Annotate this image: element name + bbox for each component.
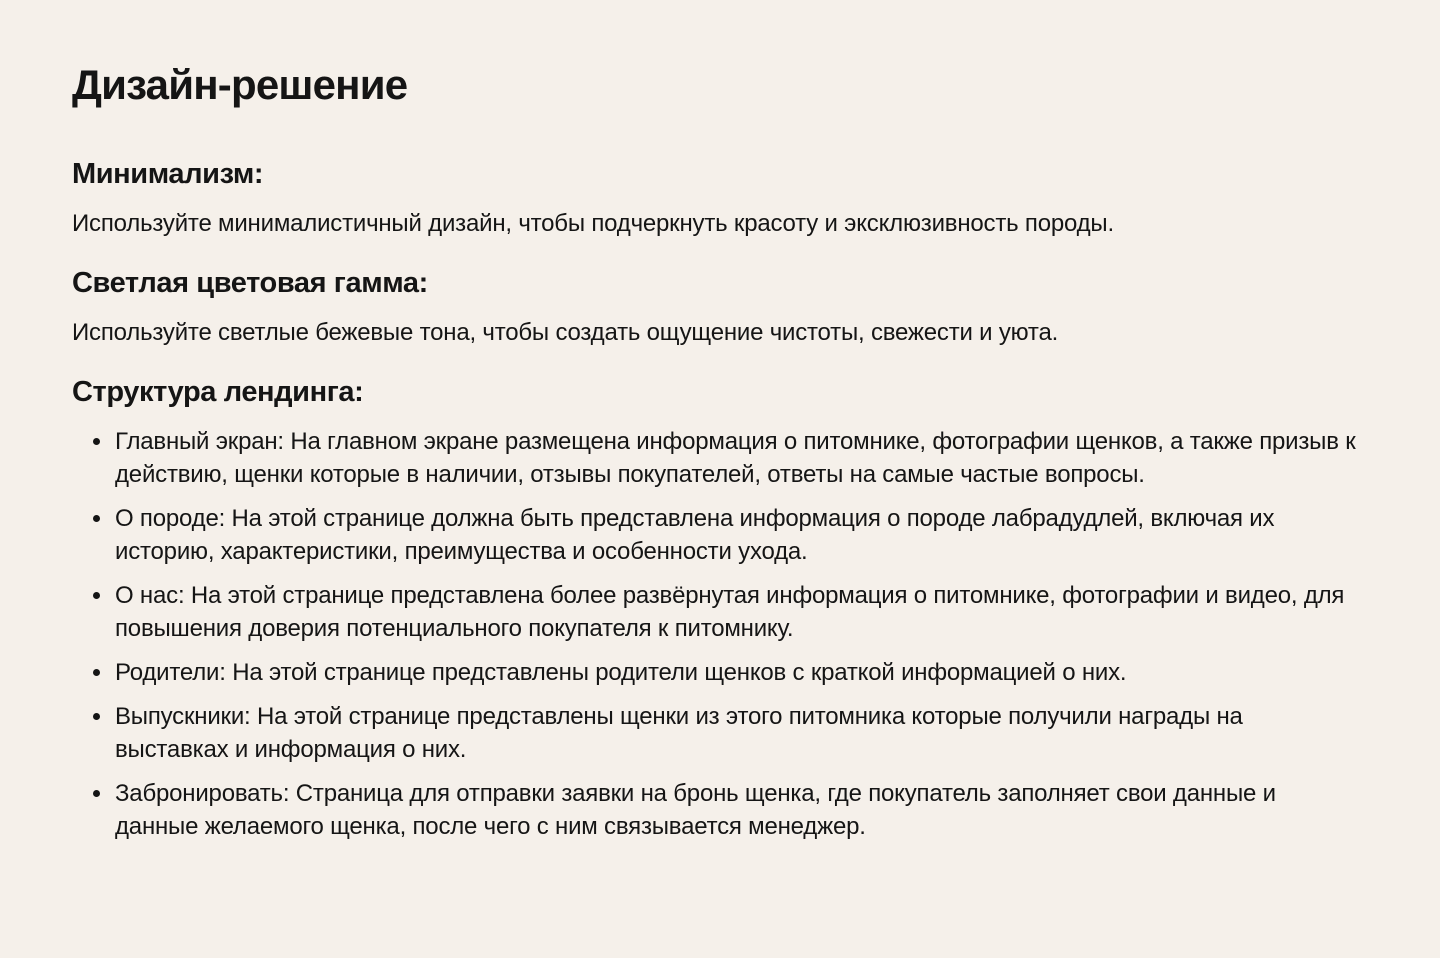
list-item-text: Родители: На этой странице представлены родители щенков с краткой информацией о них. bbox=[115, 659, 1127, 687]
bullet-icon bbox=[93, 592, 100, 599]
list-item-breed bbox=[72, 502, 1360, 568]
section-heading-landing-structure: Структура лендинга: bbox=[72, 376, 364, 409]
list-item-text: Главный экран: На главном экране размещена информация о питомнике, фотографии щенков, а также призыв к действию, щенки которые в наличии, отзывы покупателей, ответы на самые частые вопросы. bbox=[115, 428, 1356, 489]
list-item-parents bbox=[72, 656, 1360, 689]
list-item-text: О породе: На этой странице должна быть представлена информация о породе лабрадудлей, включая их историю, характеристики, преимущества и особенности ухода. bbox=[115, 505, 1275, 566]
section-paragraph-minimalism: Используйте минималистичный дизайн, чтобы подчеркнуть красоту и эксклюзивность породы. bbox=[72, 210, 1114, 238]
section-landing-structure bbox=[72, 374, 1360, 843]
list-item-text: Выпускники: На этой странице представлены щенки из этого питомника которые получили награды на выставках и информация о них. bbox=[115, 703, 1243, 764]
list-item-booking bbox=[72, 777, 1360, 843]
bullet-icon bbox=[93, 713, 100, 720]
list-item-text: Забронировать: Страница для отправки заявки на бронь щенка, где покупатель заполняет свои данные и данные желаемого щенка, после чего с ним связывается менеджер. bbox=[115, 780, 1276, 841]
section-heading-color-palette: Светлая цветовая гамма: bbox=[72, 267, 428, 300]
section-minimalism bbox=[72, 156, 1360, 241]
list-item-about-us bbox=[72, 579, 1360, 645]
page-title: Дизайн-решение bbox=[72, 61, 408, 108]
bullet-icon bbox=[93, 438, 100, 445]
bullet-icon bbox=[93, 515, 100, 522]
section-color-palette bbox=[72, 265, 1360, 350]
landing-structure-list bbox=[72, 425, 1360, 843]
bullet-icon bbox=[93, 790, 100, 797]
section-paragraph-color-palette: Используйте светлые бежевые тона, чтобы создать ощущение чистоты, свежести и уюта. bbox=[72, 319, 1059, 347]
list-item-graduates bbox=[72, 700, 1360, 766]
list-item-main-screen bbox=[72, 425, 1360, 491]
bullet-icon bbox=[93, 669, 100, 676]
section-heading-minimalism: Минимализм: bbox=[72, 158, 264, 191]
list-item-text: О нас: На этой странице представлена более развёрнутая информация о питомнике, фотографии и видео, для повышения доверия потенциального покупателя к питомнику. bbox=[115, 582, 1345, 643]
